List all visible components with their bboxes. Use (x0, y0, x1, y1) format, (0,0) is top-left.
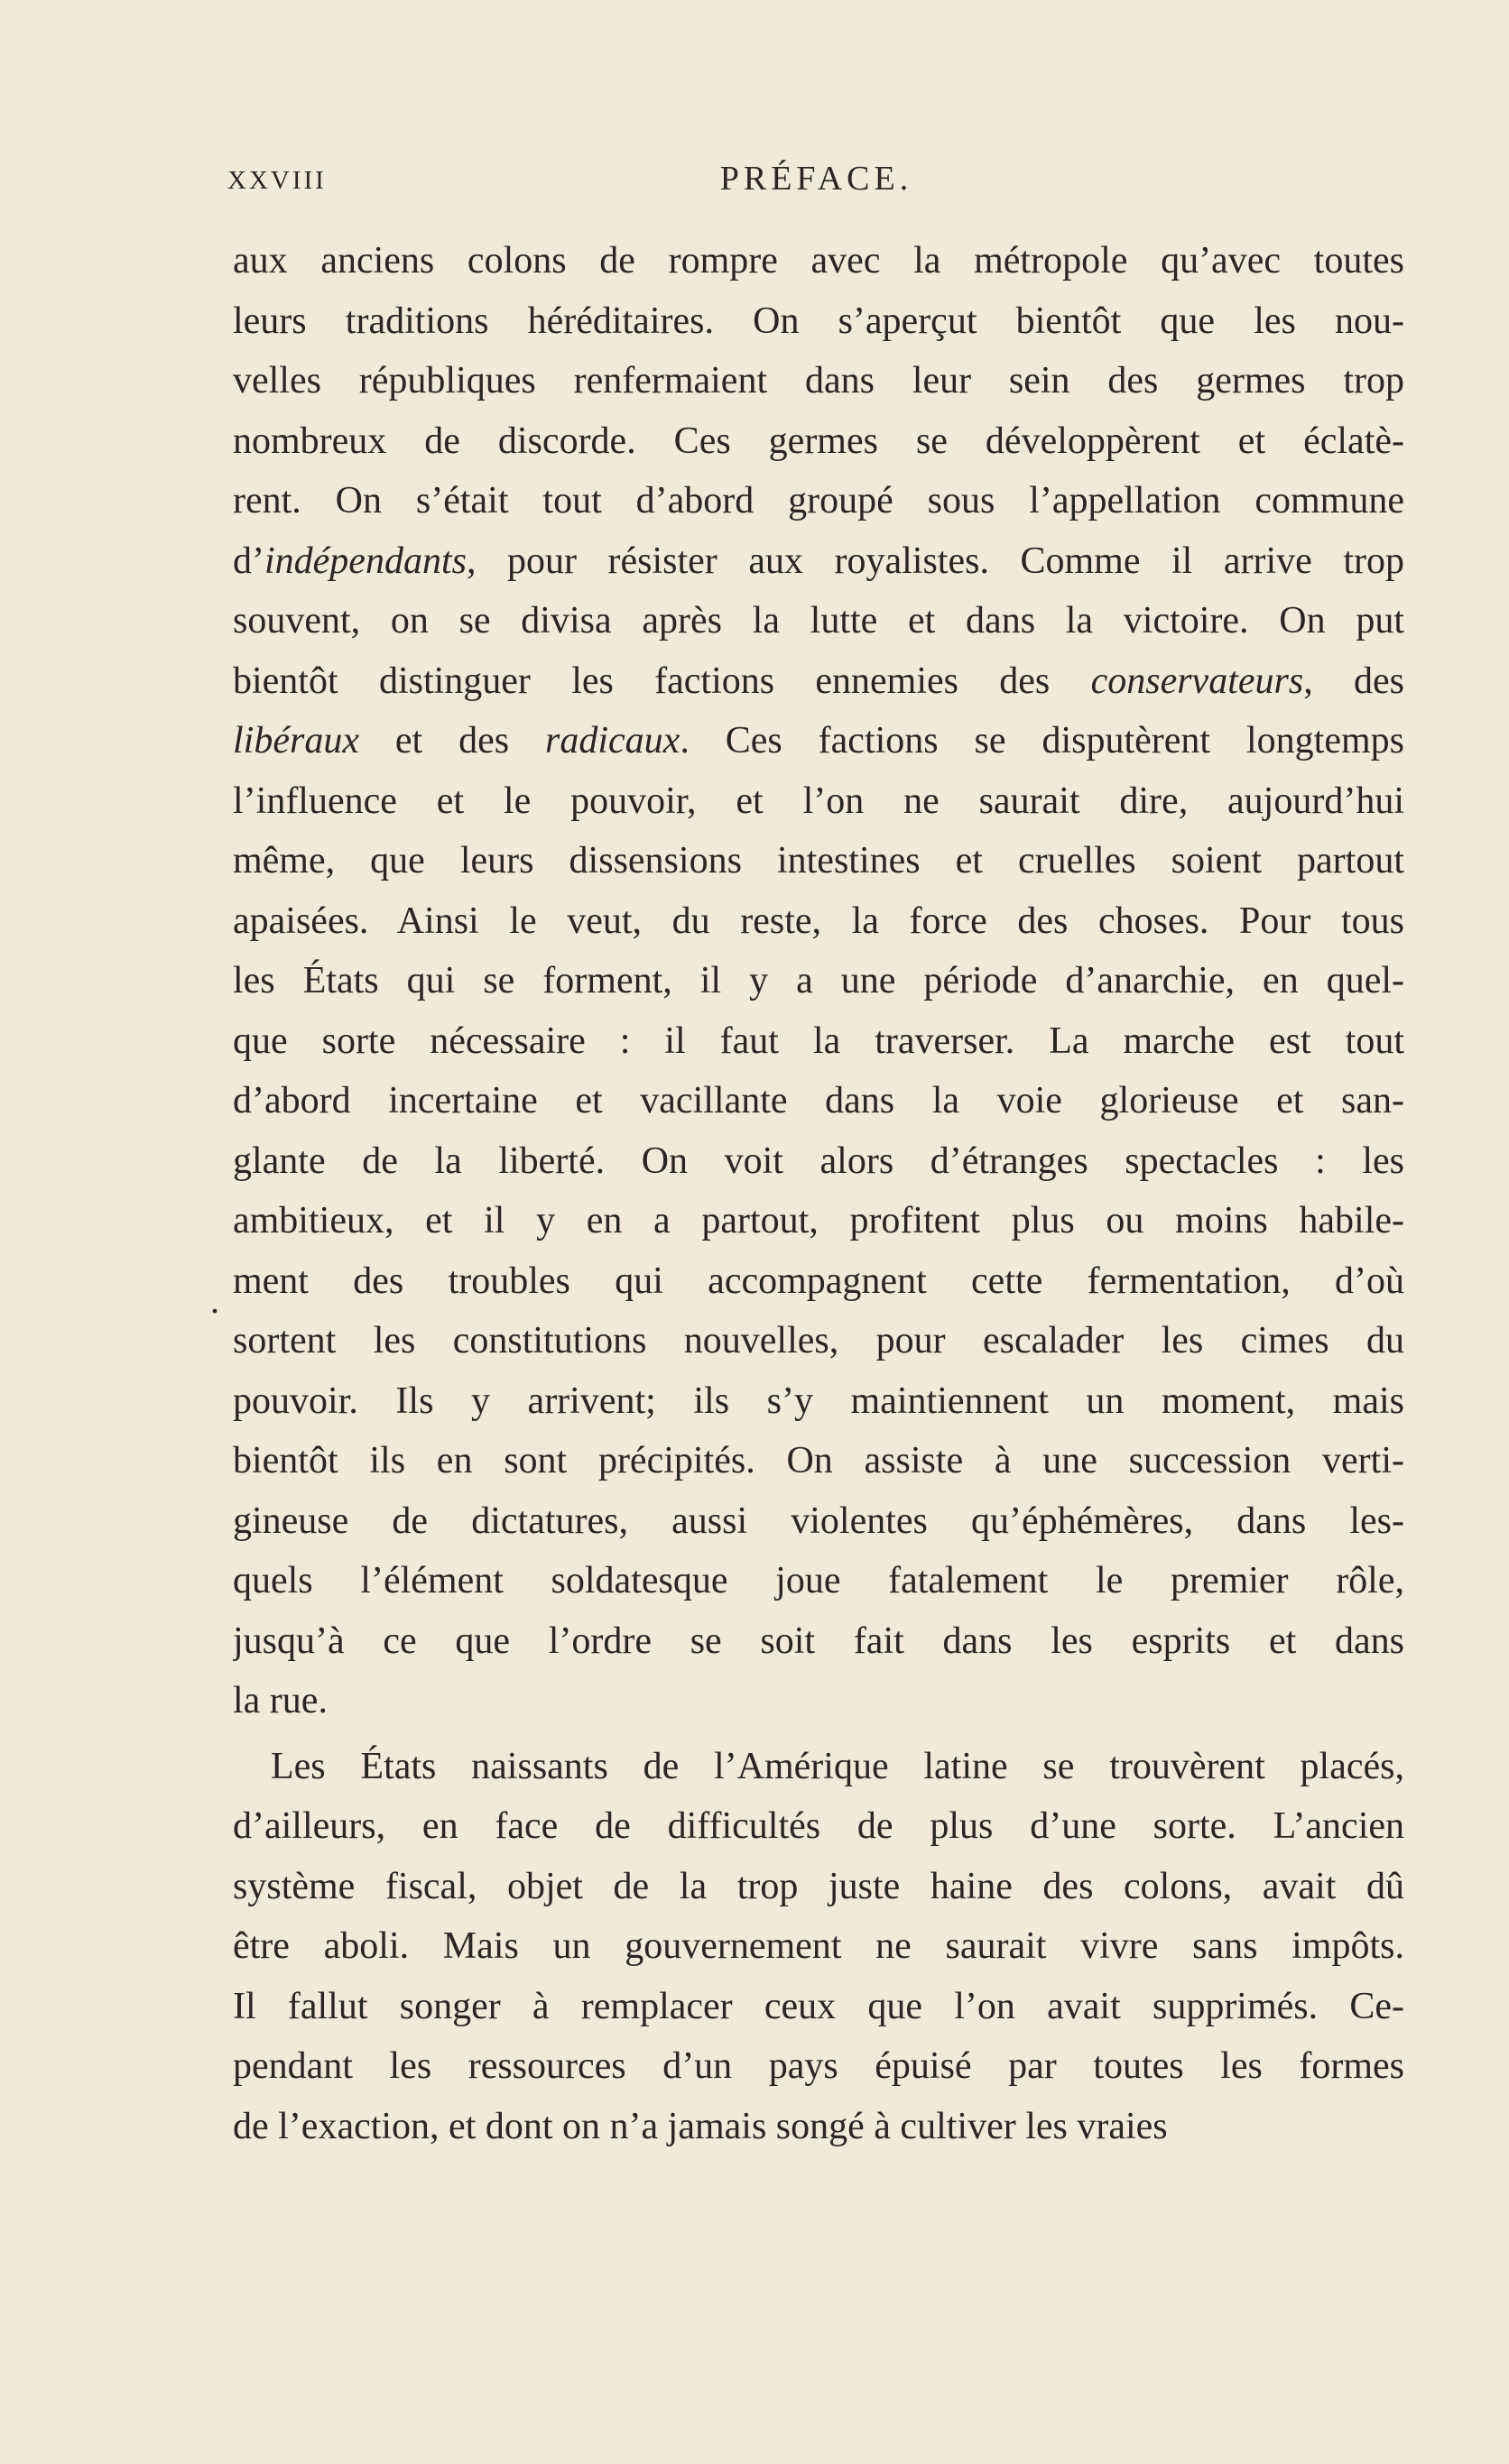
italic-term: conservateurs (1090, 660, 1304, 702)
text-run: même, que leurs dissensions intestines et cruelles soient partout (233, 840, 1404, 881)
text-line (233, 1011, 1404, 1072)
text-run: bientôt ils en sont précipités. On assiste à une succession verti- (233, 1440, 1404, 1481)
text-run: souvent, on se divisa après la lutte et dans la victoire. On put (233, 600, 1404, 641)
page-number: XXVIII (227, 166, 327, 195)
text-run: d’ailleurs, en face de difficultés de plus d’une sorte. L’ancien (233, 1805, 1404, 1847)
text-run: être aboli. Mais un gouvernement ne saurait vivre sans impôts. (233, 1925, 1404, 1967)
text-line (233, 1916, 1404, 1977)
text-run: apaisées. Ainsi le veut, du reste, la force des choses. Pour tous (233, 900, 1404, 942)
text-line (233, 1371, 1404, 1432)
text-run: et des (358, 720, 546, 761)
text-line (233, 231, 1404, 291)
text-line (233, 2097, 1404, 2157)
text-line (233, 1131, 1404, 1192)
text-run: quels l’élément soldatesque joue fatalement le premier rôle, (233, 1560, 1404, 1601)
text-line (233, 771, 1404, 832)
paragraph (233, 1737, 1404, 2157)
italic-term: indépendants (264, 540, 467, 582)
text-run: , pour résister aux royalistes. Comme il arrive trop (466, 540, 1404, 582)
text-run: l’influence et le pouvoir, et l’on ne saurait dire, aujourd’hui (233, 780, 1404, 822)
text-line (233, 291, 1404, 352)
text-run: système fiscal, objet de la trop juste haine des colons, avait dû (233, 1865, 1404, 1907)
text-run: ment des troubles qui accompagnent cette fermentation, d’où (233, 1260, 1404, 1302)
text-run: nombreux de discorde. Ces germes se développèrent et éclatè- (233, 420, 1404, 462)
text-run: rent. On s’était tout d’abord groupé sous l’appellation commune (233, 480, 1404, 521)
text-line (233, 1671, 1404, 1731)
text-run: que sorte nécessaire : il faut la traverser. La marche est tout (233, 1020, 1404, 1062)
margin-mark: . (210, 1280, 219, 1321)
running-header (227, 159, 1405, 213)
text-line (233, 471, 1404, 531)
text-run: ambitieux, et il y en a partout, profitent plus ou moins habile- (233, 1200, 1404, 1241)
text-run: . Ces factions se disputèrent longtemps (680, 720, 1404, 761)
text-run: la rue. (233, 1680, 328, 1721)
text-line (233, 1737, 1404, 1797)
italic-term: radicaux (545, 720, 680, 761)
text-run: , des (1303, 660, 1404, 702)
text-line (233, 1431, 1404, 1491)
text-line (233, 531, 1404, 592)
text-run: de l’exaction, et dont on n’a jamais songé à cultiver les vraies (233, 2105, 1168, 2147)
italic-term: libéraux (233, 720, 359, 761)
text-run: pouvoir. Ils y arrivent; ils s’y maintiennent un moment, mais (233, 1380, 1404, 1422)
text-line (233, 651, 1404, 712)
text-run: d’ (233, 540, 264, 582)
text-run: sortent les constitutions nouvelles, pour escalader les cimes du (233, 1320, 1404, 1361)
text-run: jusqu’à ce que l’ordre se soit fait dans les esprits et dans (233, 1620, 1404, 1662)
text-line (233, 411, 1404, 472)
text-line (233, 2036, 1404, 2097)
text-line (233, 831, 1404, 891)
text-line (233, 1857, 1404, 1917)
text-line (233, 1611, 1404, 1672)
text-run: pendant les ressources d’un pays épuisé par toutes les formes (233, 2045, 1404, 2087)
text-run: gineuse de dictatures, aussi violentes qu’éphémères, dans les- (233, 1500, 1404, 1542)
text-line (233, 1191, 1404, 1251)
text-run: bientôt distinguer les factions ennemies des (233, 660, 1091, 702)
text-line (233, 1071, 1404, 1131)
text-line (233, 351, 1404, 411)
text-line (233, 1251, 1404, 1312)
text-run: Les États naissants de l’Amérique latine se trouvèrent placés, (271, 1745, 1404, 1787)
text-line (233, 711, 1404, 771)
text-line (233, 1491, 1404, 1552)
text-line (233, 591, 1404, 651)
text-line (233, 1796, 1404, 1857)
text-run: leurs traditions héréditaires. On s’aperçut bientôt que les nou- (233, 300, 1404, 342)
running-title: PRÉFACE. (719, 160, 913, 198)
text-run: d’abord incertaine et vacillante dans la voie glorieuse et san- (233, 1080, 1404, 1121)
paragraph (233, 231, 1404, 1731)
text-run: Il fallut songer à remplacer ceux que l’on avait supprimés. Ce- (233, 1985, 1404, 2027)
text-run: velles républiques renfermaient dans leur sein des germes trop (233, 360, 1404, 401)
text-line (233, 1977, 1404, 2037)
body-text (233, 231, 1404, 2156)
text-line (233, 1551, 1404, 1611)
text-run: aux anciens colons de rompre avec la métropole qu’avec toutes (233, 240, 1404, 281)
text-run: les États qui se forment, il y a une période d’anarchie, en quel- (233, 960, 1404, 1001)
text-run: glante de la liberté. On voit alors d’étranges spectacles : les (233, 1140, 1404, 1182)
text-line (233, 951, 1404, 1011)
text-line (233, 1311, 1404, 1371)
text-line (233, 891, 1404, 952)
